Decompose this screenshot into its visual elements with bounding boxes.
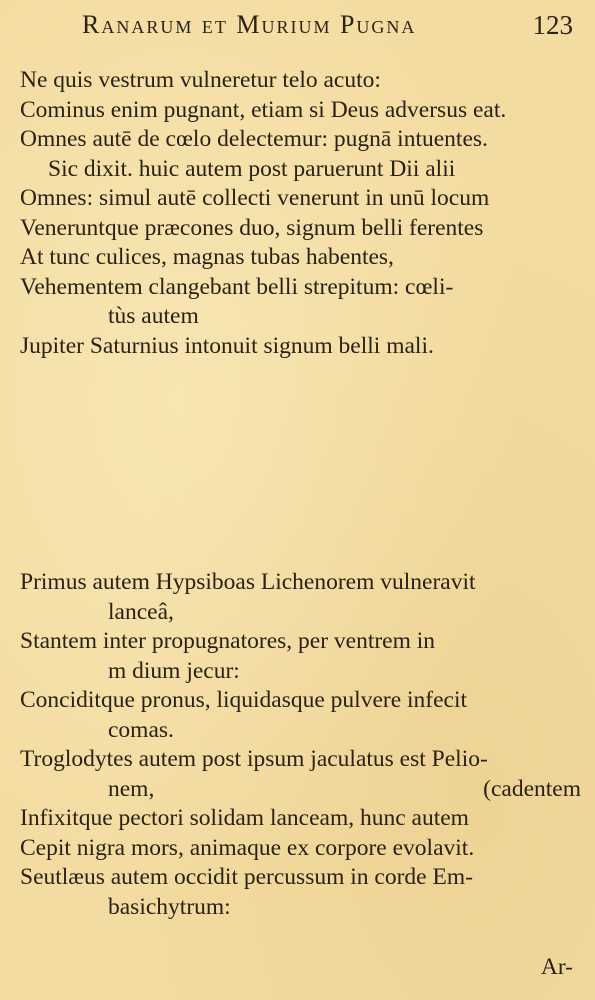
verse-line-continuation: tùs autem xyxy=(108,303,199,329)
verse-line-continuation: lanceâ, xyxy=(108,598,174,625)
turnover-fragment: (cadentem xyxy=(483,775,581,802)
verse-line: Omnes: simul autē collecti venerunt in unū locum xyxy=(20,185,490,211)
verse-passage-1 xyxy=(20,66,581,361)
verse-line: Seutlæus autem occidit percussum in corde Em- xyxy=(20,864,473,890)
verse-line-continuation: comas. xyxy=(108,716,174,743)
verse-line-continuation: basichytrum: xyxy=(108,893,231,920)
verse-line: Stantem inter propugnatores, per ventrem in xyxy=(20,628,436,654)
catchword: Ar- xyxy=(540,954,573,980)
page-number: 123 xyxy=(532,10,573,40)
verse-line: Veneruntque præcones duo, signum belli ferentes xyxy=(20,214,484,241)
verse-line: Omnes autē de cœlo delectemur: pugnā intuentes. xyxy=(20,126,488,152)
verse-line: At tunc culices, magnas tubas habentes, xyxy=(20,244,394,270)
running-title: Ranarum et Murium Pugna xyxy=(82,10,417,39)
verse-line: Vehementem clangebant belli strepitum: cœli- xyxy=(20,273,454,300)
verse-passage-2 xyxy=(20,568,581,922)
verse-line: Jupiter Saturnius intonuit signum belli mali. xyxy=(20,332,434,359)
verse-line: Cepit nigra mors, animaque ex corpore evolavit. xyxy=(20,834,475,861)
verse-line: Conciditque pronus, liquidasque pulvere infecit xyxy=(20,687,468,713)
verse-line-fragment: nem, xyxy=(108,775,155,802)
verse-line: Troglodytes autem post ipsum jaculatus est Pelio- xyxy=(20,746,488,772)
verse-line: Primus autem Hypsiboas Lichenorem vulneravit xyxy=(20,569,476,595)
verse-line: Ne quis vestrum vulneretur telo acuto: xyxy=(20,67,381,93)
verse-line: Sic dixit. huic autem post paruerunt Dii alii xyxy=(48,155,456,182)
verse-line: Cominus enim pugnant, etiam si Deus adversus eat. xyxy=(20,96,507,123)
verse-line: Infixitque pectori solidam lanceam, hunc autem xyxy=(20,805,469,831)
verse-line-continuation xyxy=(20,775,581,805)
verse-line-continuation: m dium jecur: xyxy=(108,657,240,684)
